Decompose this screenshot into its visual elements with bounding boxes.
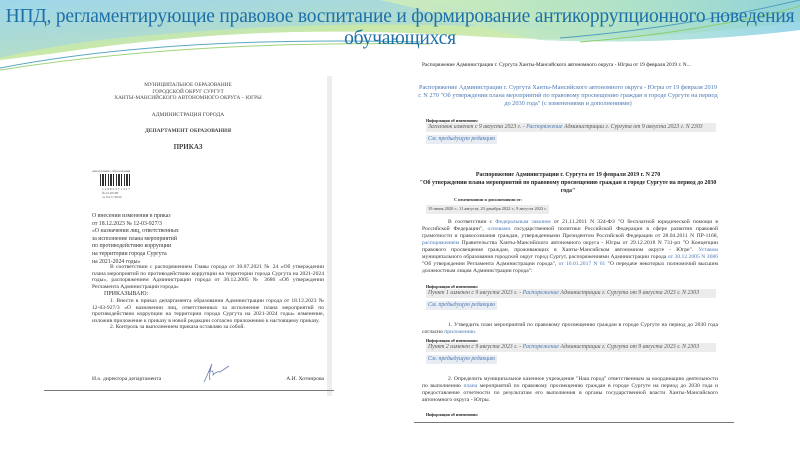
previous-edition-link[interactable]: См. предыдущую редакцию [428, 356, 496, 363]
order-word: ПРИКАЗЫВАЮ: [104, 291, 149, 298]
decree-preamble: В соответствии с Федеральным законом от 21.11.2011 N 324-ФЗ "О бесплатной юридической помощи в Российской Федерации", основами государственной политики Российской Федерации в сфере развития правовой грамотности и правосознания граждан, утвержденными Президентом Российской Федерации от 28.04.2011 N ПР-1168, распоряжением Правительства Ханты-Мансийского автономного округа - Югры от 29.12.2018 N 731-рп "О Концепции правового просвещения граждан, проживающих в Ханты-Мансийском автономном округе - Югре". Уставом муниципального образования городской округ город Сургут, распоряжениями Администрации города от 30.12.2005 N 3686 "Об утверждении Регламента Администрации города", от 10.01.2017 N 01 "О передаче некоторых полномочий высшим должностным лицам Администрации города": [422, 219, 718, 274]
change-info-title: Информация об изменениях: Заголовок изменен с 9 августа 2023 г. - Распоряжение Администрации г. Сургута от 9 августа 2023 г. N 2303 См. предыдущую редакцию [426, 118, 716, 144]
decree-link[interactable]: Распоряжение [522, 290, 559, 296]
decree-title-link[interactable]: Распоряжение Администрации г. Сургута Ханты-Мансийского автономного округа - Югры от 19 февраля 2019 г. N 270 "Об утверждении плана мероприятий по правовому просвещению граждан в городе Сургуте на период до 2030 года" (с изменениями и дополнениями) [418, 84, 718, 107]
amendments-dates: 19 июня 2020 г., 11 августа, 23 декабря 2022 г., 9 августа 2023 г. [426, 205, 549, 214]
administration-label: АДМИНИСТРАЦИЯ ГОРОДА [151, 112, 225, 118]
handwritten-signature-icon [200, 362, 230, 384]
change-info-item-1: Информация об изменениях: Пункт 1 изменен с 9 августа 2023 г. - Распоряжение Администрации г. Сургута от 9 августа 2023 г. N 2303 См. предыдущую редакцию [426, 284, 716, 310]
barcode-icon [100, 174, 130, 186]
order-preamble: В соответствии с распоряжением Главы города от 30.07.2021 № 24 «Об утверждении плана мероприятий по противодействию коррупции на территории города Сургута на 2021-2024 годы», распоряжением Администрации города от 30.12.2005 № 3686 «Об утверждении Регламента Администрации города» [92, 264, 324, 290]
municipality-header: МУНИЦИПАЛЬНОЕ ОБРАЗОВАНИЕ ГОРОДСКОЙ ОКРУГ СУРГУТ ХАНТЫ-МАНСИЙСКОГО АВТОНОМНОГО ОКРУГА – ЮГРЫ [114, 82, 262, 101]
decree-item-2: 2. Определить муниципальное казенное учреждение "Наш город" ответственным за координацию деятельности по выполнению плана мероприятий по правовому просвещению граждан в городе Сургуте на период до 2030 года и предоставление отчетности по результатам его выполнения в органы государственной власти Ханты-Мансийского автономного округа - Югры. [422, 376, 718, 403]
change-note: Заголовок изменен с 9 августа 2023 г. - Распоряжение Администрации г. Сургута от 9 августа 2023 г. N 2303 [426, 123, 716, 132]
previous-edition-link[interactable]: См. предыдущую редакцию [428, 136, 496, 143]
order-item-2: 2. Контроль за выполнением приказа оставляю за собой. [110, 324, 245, 331]
department-label: ДЕПАРТАМЕНТ ОБРАЗОВАНИЯ [144, 128, 232, 134]
decree-item-1: 1. Утвердить план мероприятий по правовому просвещению граждан в городе Сургуте на период до 2030 года согласно приложению. [422, 322, 718, 335]
order-document-scan [44, 76, 332, 396]
order-body [92, 264, 324, 331]
decree-document [418, 62, 734, 422]
document-divider [414, 422, 734, 423]
document-divider [44, 390, 334, 391]
previous-edition-link[interactable]: См. предыдущую редакцию [428, 302, 496, 309]
regulation-link[interactable]: от 30.12.2005 N 3686 [667, 254, 718, 260]
decree-link[interactable]: Распоряжение [522, 344, 559, 350]
decree-link[interactable]: Распоряжение [526, 124, 563, 130]
appendix-link[interactable]: приложению. [444, 329, 477, 335]
barcode-stamp: департамент образования 1 1 9 9 2 3 7 1 3 1 7 №12-03-98 от 04.??.2024 [92, 169, 131, 199]
signer-role: И.о. директора департамента [92, 376, 162, 382]
government-order-link[interactable]: распоряжением [422, 240, 460, 246]
charter-link[interactable]: Уставом [698, 247, 718, 253]
order-subject: О внесении изменения в приказ от 18.12.2023 № 12-03-927/3 «О назначении лиц, ответственных за исполнение плана мероприятий по противодействию коррупции на территории города Сургута на 2021-2024 годы» [92, 213, 179, 265]
decree-main-title: Распоряжение Администрации г. Сургута от 19 февраля 2019 г. N 270 "Об утверждении плана мероприятий по правовому просвещению граждан в городе Сургуте на период до 2030 года" [419, 172, 717, 194]
amendments-label: С изменениями и дополнениями от: [454, 197, 523, 202]
federal-law-link[interactable]: Федеральным законом [495, 219, 551, 225]
signer-name: А.И. Хотинрова [286, 376, 324, 382]
document-header-line: Распоряжение Администрации г. Сургута Ханты-Мансийского автономного округа - Югры от 19 февраля 2019 г. N... [422, 62, 691, 68]
change-info-item-2: Информация об изменениях: Пункт 2 изменен с 9 августа 2023 г. - Распоряжение Администрации г. Сургута от 9 августа 2023 г. N 2303 См. предыдущую редакцию [426, 338, 716, 364]
change-info-item-3: Информация об изменениях: [426, 412, 479, 417]
order-item-1: 1. Внести в приказ департамента образования Администрации города от 18.12.2023 № 12-03-927/3 «О назначении лиц, ответственных за исполнение плана мероприятий по противодействию коррупции на территории города Сургута на 2021-2024 годы» изменение, изложив приложение к приказу в новой редакции согласно приложению к настоящему приказу. [92, 297, 324, 324]
policy-basics-link[interactable]: основами [487, 226, 511, 232]
slide-title: НПД, регламентирующие правовое воспитание и формирование антикоррупционного поведения обучающихся [5, 6, 795, 49]
powers-transfer-link[interactable]: от 10.01.2017 N 01 [558, 261, 606, 267]
plan-link[interactable]: плана [463, 383, 478, 389]
document-type: ПРИКАЗ [173, 143, 203, 151]
